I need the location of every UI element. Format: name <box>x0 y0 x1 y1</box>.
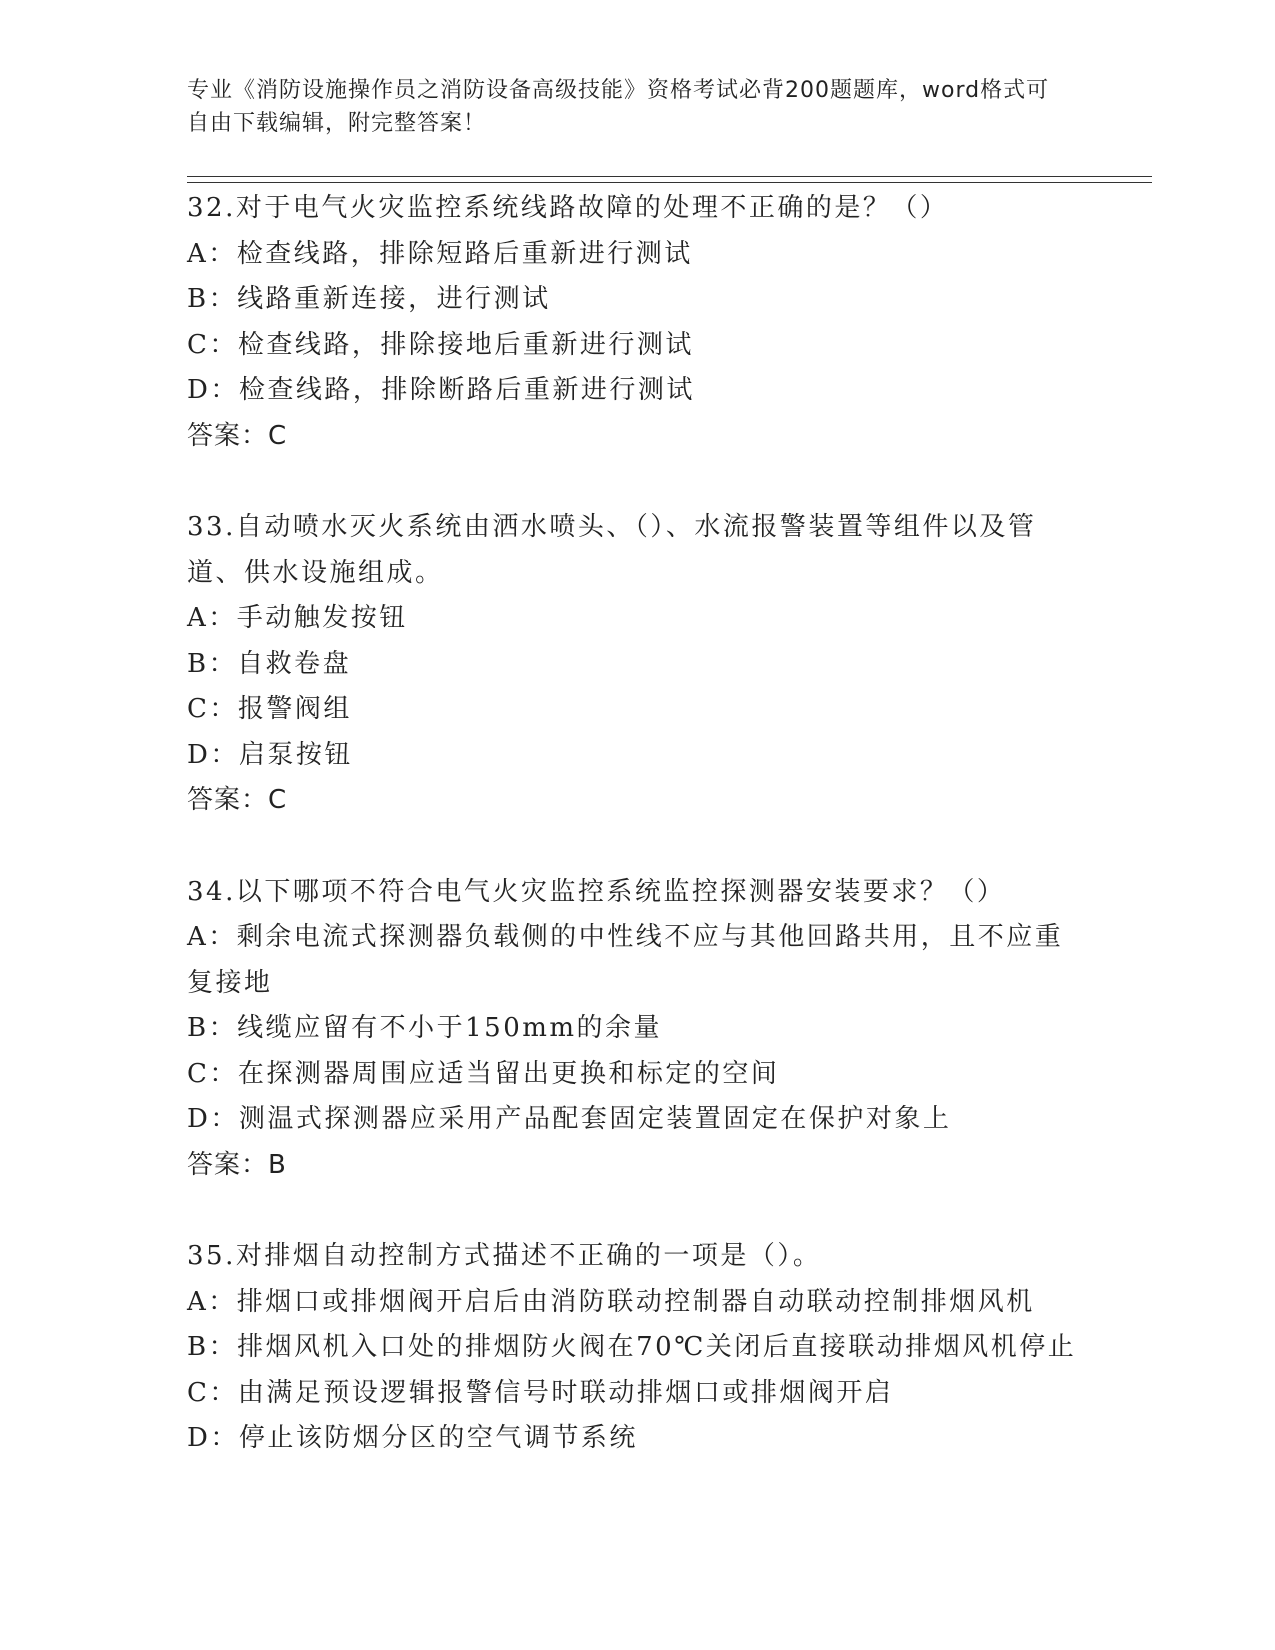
option-d: D：测温式探测器应采用产品配套固定装置固定在保护对象上 <box>187 1104 952 1134</box>
question-33 <box>187 505 1087 824</box>
header-divider-bottom <box>187 182 1152 183</box>
option-a: A：检查线路，排除短路后重新进行测试 <box>187 238 693 269</box>
option-a: A：排烟口或排烟阀开启后由消防联动控制器自动联动控制排烟风机 <box>187 1286 1035 1317</box>
question-stem: 34.以下哪项不符合电气火灾监控系统监控探测器安装要求？（） <box>187 876 1006 907</box>
option-b: B：排烟风机入口处的排烟防火阀在70℃关闭后直接联动排烟风机停止 <box>187 1332 1077 1362</box>
option-c: C：检查线路，排除接地后重新进行测试 <box>187 329 694 360</box>
header-divider-top <box>187 176 1152 177</box>
option-c: C：在探测器周围应适当留出更换和标定的空间 <box>187 1058 780 1089</box>
option-c: C：报警阀组 <box>187 694 352 724</box>
answer: 答案：C <box>187 420 288 451</box>
option-b: B：自救卷盘 <box>187 648 352 679</box>
question-stem: 33.自动喷水灭火系统由洒水喷头、（）、水流报警装置等组件以及管道、供水设施组成。 <box>187 512 1037 588</box>
question-spacer <box>187 824 1087 870</box>
question-list <box>187 186 1087 1462</box>
option-c: C：由满足预设逻辑报警信号时联动排烟口或排烟阀开启 <box>187 1377 894 1408</box>
option-a: A：手动触发按钮 <box>187 603 408 633</box>
option-b: B：线路重新连接，进行测试 <box>187 284 551 314</box>
option-b: B：线缆应留有不小于150mm的余量 <box>187 1013 663 1043</box>
option-d: D：停止该防烟分区的空气调节系统 <box>187 1423 638 1453</box>
document-header: 专业《消防设施操作员之消防设备高级技能》资格考试必背200题题库，word格式可自由下载编辑，附完整答案！ <box>187 78 1050 136</box>
option-d: D：启泵按钮 <box>187 739 353 770</box>
question-35 <box>187 1234 1087 1462</box>
question-34 <box>187 870 1087 1189</box>
option-a: A：剩余电流式探测器负载侧的中性线不应与其他回路共用，且不应重复接地 <box>187 922 1064 998</box>
answer: 答案：C <box>187 785 288 815</box>
option-d: D：检查线路，排除断路后重新进行测试 <box>187 375 695 405</box>
question-stem: 35.对排烟自动控制方式描述不正确的一项是（）。 <box>187 1241 822 1271</box>
question-32 <box>187 186 1087 459</box>
question-stem: 32.对于电气火灾监控系统线路故障的处理不正确的是？（） <box>187 193 949 223</box>
question-spacer <box>187 459 1087 505</box>
answer: 答案：B <box>187 1149 287 1180</box>
question-spacer <box>187 1188 1087 1234</box>
